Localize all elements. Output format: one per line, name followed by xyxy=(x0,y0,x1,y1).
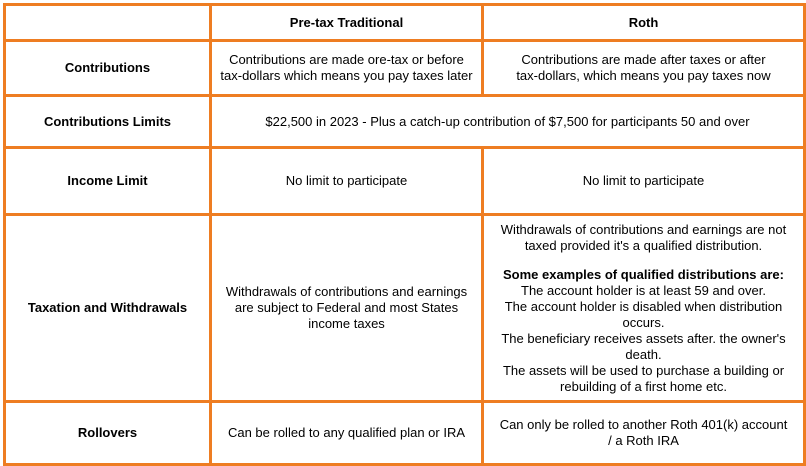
row-contribution-limits xyxy=(5,96,805,148)
cell-contribution-limits: $22,500 in 2023 - Plus a catch-up contribution of $7,500 for participants 50 and over xyxy=(211,96,805,148)
text-line: The assets will be used to purchase a building or xyxy=(502,362,785,378)
comparison-table xyxy=(3,3,806,466)
text-line: / a Roth IRA xyxy=(608,433,679,448)
text-line: tax-dollars which means you pay taxes later xyxy=(220,68,473,83)
text-line: Withdrawals of contributions and earnings are not xyxy=(500,221,787,237)
text-line: occurs. xyxy=(622,314,665,330)
row-label-contributions: Contributions xyxy=(5,41,211,96)
text-line: tax-dollars, which means you pay taxes now xyxy=(516,68,771,83)
row-label-taxation-withdrawals: Taxation and Withdrawals xyxy=(5,215,211,402)
row-taxation-withdrawals xyxy=(5,215,805,402)
column-header-roth: Roth xyxy=(483,5,805,41)
row-contributions xyxy=(5,41,805,96)
text-line: are subject to Federal and most States xyxy=(234,300,459,315)
qualified-distributions-heading: Some examples of qualified distributions are: xyxy=(502,266,784,282)
text-line: rebuilding of a first home etc. xyxy=(560,378,727,394)
cell-rollovers-pretax: Can be rolled to any qualified plan or IRA xyxy=(211,402,483,465)
text-line: Can only be rolled to another Roth 401(k) account xyxy=(499,417,788,432)
cell-contributions-roth xyxy=(483,41,805,96)
row-label-contribution-limits: Contributions Limits xyxy=(5,96,211,148)
text-line: Withdrawals of contributions and earnings xyxy=(225,284,468,299)
cell-income-roth: No limit to participate xyxy=(483,148,805,215)
text-line: The account holder is at least 59 and over. xyxy=(521,282,766,298)
text-line: death. xyxy=(625,346,662,362)
text-line: taxed provided it's a qualified distribution. xyxy=(524,237,763,253)
text-line: income taxes xyxy=(308,316,385,331)
column-header-pretax: Pre-tax Traditional xyxy=(211,5,483,41)
cell-contributions-pretax xyxy=(211,41,483,96)
row-label-income-limit: Income Limit xyxy=(5,148,211,215)
row-rollovers xyxy=(5,402,805,465)
text-line: The beneficiary receives assets after. the owner's xyxy=(501,330,786,346)
text-line: Contributions are made ore-tax or before xyxy=(229,52,464,67)
row-income-limit xyxy=(5,148,805,215)
cell-taxation-roth xyxy=(483,215,805,402)
row-label-rollovers: Rollovers xyxy=(5,402,211,465)
cell-taxation-pretax xyxy=(211,215,483,402)
cell-income-pretax: No limit to participate xyxy=(211,148,483,215)
cell-rollovers-roth xyxy=(483,402,805,465)
text-line: The account holder is disabled when distribution xyxy=(504,298,783,314)
header-row xyxy=(5,5,805,41)
corner-cell xyxy=(5,5,211,41)
text-line: Contributions are made after taxes or after xyxy=(521,52,766,67)
spacer xyxy=(490,254,797,267)
